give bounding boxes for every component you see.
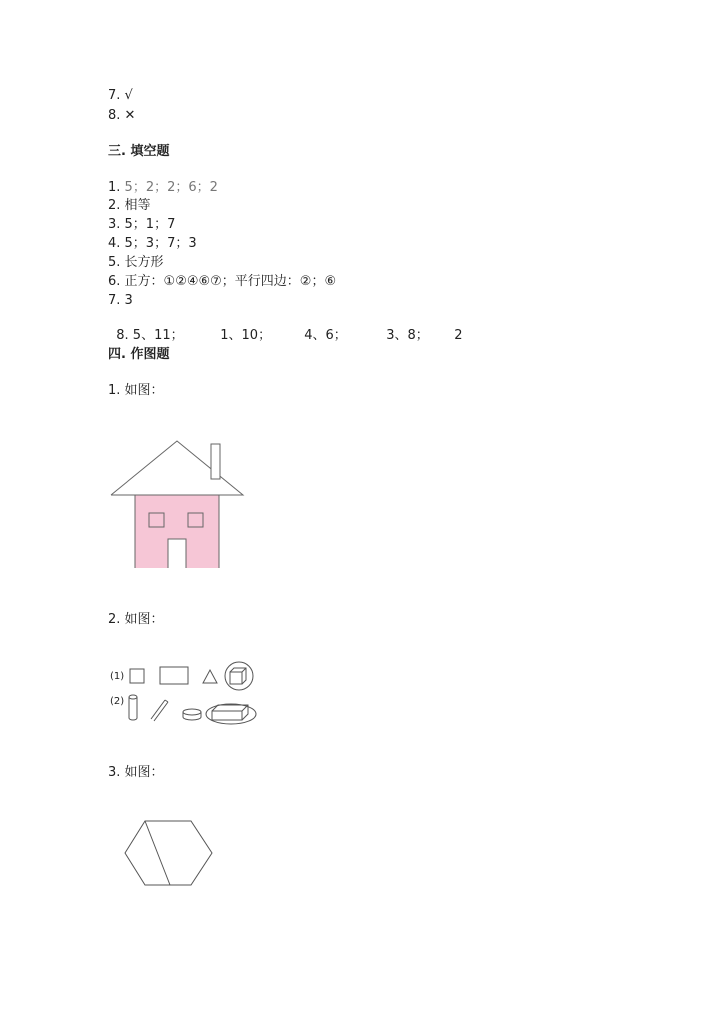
shape-row-1-label: (1) — [110, 671, 125, 682]
shapes-figure — [126, 658, 260, 728]
cylinder-shape — [129, 695, 137, 720]
fill-answer-2: 2. 相等 — [108, 198, 151, 213]
triangle-shape — [203, 670, 217, 683]
drawing-answer-2: 2. 如图： — [108, 612, 164, 627]
hexagon-divider-line — [145, 821, 170, 885]
section-title-drawing: 四. 作图题 — [108, 347, 170, 362]
rectangle-shape — [160, 667, 188, 684]
fill-answer-4: 4. 5；3；7；3 — [108, 236, 197, 251]
coin-shape — [183, 709, 201, 720]
fill-answer-5: 5. 长方形 — [108, 255, 164, 270]
fill-answer-7: 7. 3 — [108, 293, 133, 308]
drawing-answer-3: 3. 如图： — [108, 765, 164, 780]
fill-answer-8 — [108, 312, 463, 344]
drawing-answer-1: 1. 如图： — [108, 383, 164, 398]
section-title-fill-blank: 三. 填空题 — [108, 144, 170, 159]
house-roof — [111, 441, 243, 495]
fill-answer-8-part-5: 2 — [454, 328, 463, 343]
fill-answer-8-part-2: 1、10； — [220, 328, 272, 343]
hexagon-shape — [125, 821, 212, 885]
fill-answer-8-part-1: 8. 5、11； — [116, 328, 184, 343]
fill-answer-8-part-3: 4、6； — [304, 328, 347, 343]
fill-answer-1-prefix: 1. — [108, 180, 125, 195]
answer-8: 8. ✕ — [108, 108, 136, 123]
house-door — [168, 539, 186, 568]
box-in-ellipse-shape — [206, 704, 256, 724]
fill-answer-3: 3. 5；1；7 — [108, 217, 176, 232]
house-chimney — [211, 444, 220, 479]
square-shape — [130, 669, 144, 683]
fill-answer-1-values: 5；2；2；6；2 — [124, 180, 218, 195]
hexagon-figure — [122, 818, 216, 890]
pencil-shape — [151, 700, 168, 721]
cube-in-circle-shape — [225, 662, 253, 690]
fill-answer-6: 6. 正方：①②④⑥⑦；平行四边：②；⑥ — [108, 274, 337, 289]
fill-answer-8-part-4: 3、8； — [386, 328, 429, 343]
house-figure — [108, 438, 248, 570]
answer-7: 7. √ — [108, 88, 133, 103]
shape-row-2-label: (2) — [110, 696, 125, 707]
fill-answer-1 — [108, 180, 218, 196]
